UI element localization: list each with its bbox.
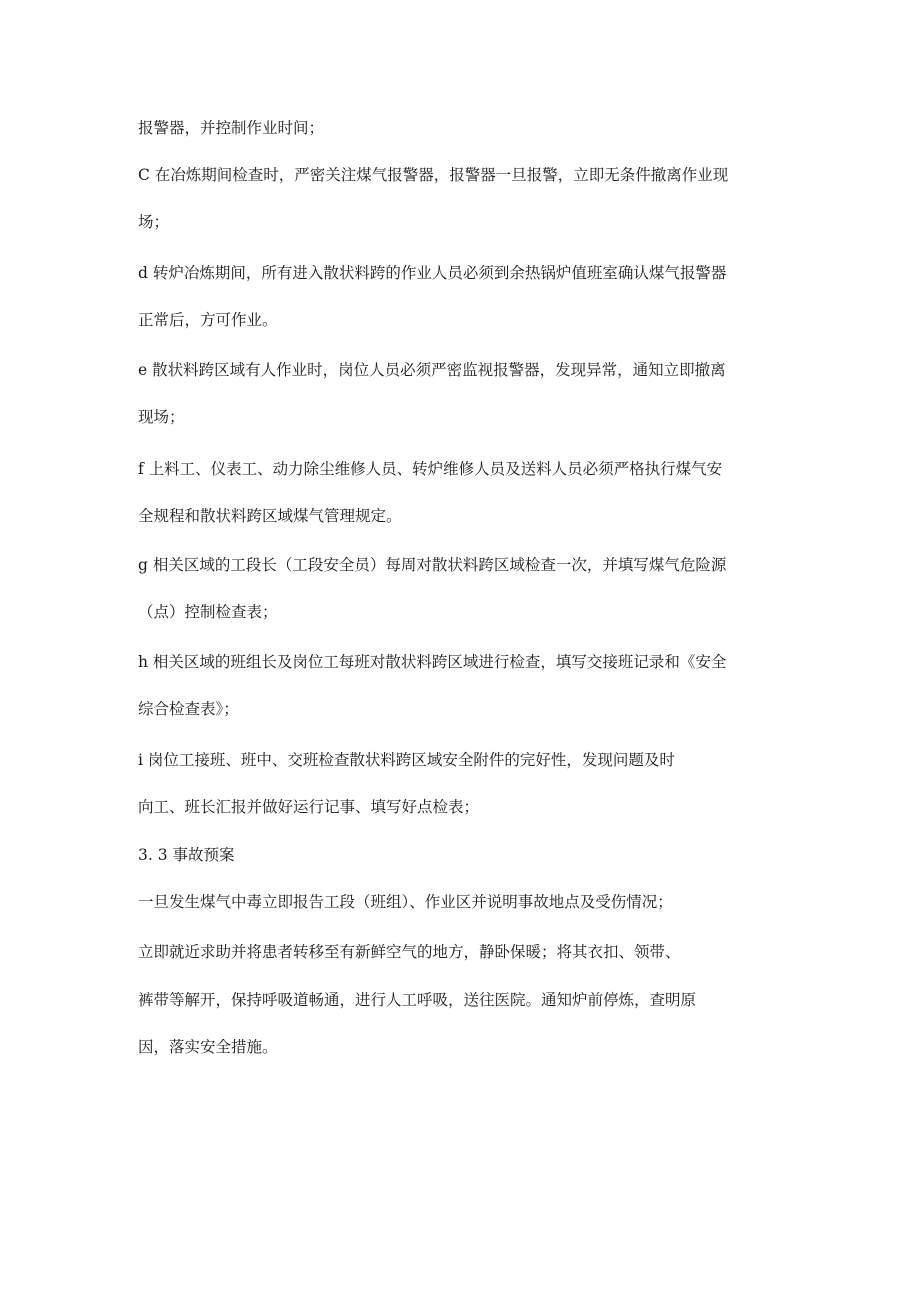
text-line: 立即就近求助并将患者转移至有新鲜空气的地方，静卧保暖；将其衣扣、领带、 <box>138 943 681 961</box>
text-line: g 相关区域的工段长（工段安全员）每周对散状料跨区域检查一次，并填写煤气危险源 <box>138 556 727 574</box>
text-line: 一旦发生煤气中毒立即报告工段（班组）、作业区并说明事故地点及受伤情况； <box>138 893 673 911</box>
text-line: f 上料工、仪表工、动力除尘维修人员、转炉维修人员及送料人员必须严格执行煤气安 <box>138 460 723 478</box>
text-line: C 在冶炼期间检查时，严密关注煤气报警器，报警器一旦报警，立即无条件撤离作业现 <box>138 166 729 184</box>
text-line: 向工、班长汇报并做好运行记事、填写好点检表； <box>138 798 480 816</box>
text-line: 全规程和散状料跨区域煤气管理规定。 <box>138 507 402 525</box>
text-line: e 散状料跨区域有人作业时，岗位人员必须严密监视报警器，发现异常，通知立即撤离 <box>138 361 726 379</box>
text-line: 报警器，并控制作业时间； <box>138 119 325 137</box>
section-heading: 3. 3 事故预案 <box>138 846 235 864</box>
text-line: h 相关区域的班组长及岗位工每班对散状料跨区域进行检查，填写交接班记录和《安全 <box>138 653 727 671</box>
text-line: 场； <box>138 213 170 231</box>
text-line: 因，落实安全措施。 <box>138 1038 278 1056</box>
text-line: （点）控制检查表； <box>138 603 278 621</box>
text-line: i 岗位工接班、班中、交班检查散状料跨区域安全附件的完好性，发现问题及时 <box>138 751 675 769</box>
text-line: 正常后，方可作业。 <box>138 311 278 329</box>
text-line: d 转炉冶炼期间，所有进入散状料跨的作业人员必须到余热锅炉值班室确认煤气报警器 <box>138 264 727 282</box>
text-line: 裤带等解开，保持呼吸道畅通，进行人工呼吸，送往医院。通知炉前停炼，查明原 <box>138 991 697 1009</box>
text-line: 现场； <box>138 408 185 426</box>
text-line: 综合检查表》； <box>138 700 239 718</box>
